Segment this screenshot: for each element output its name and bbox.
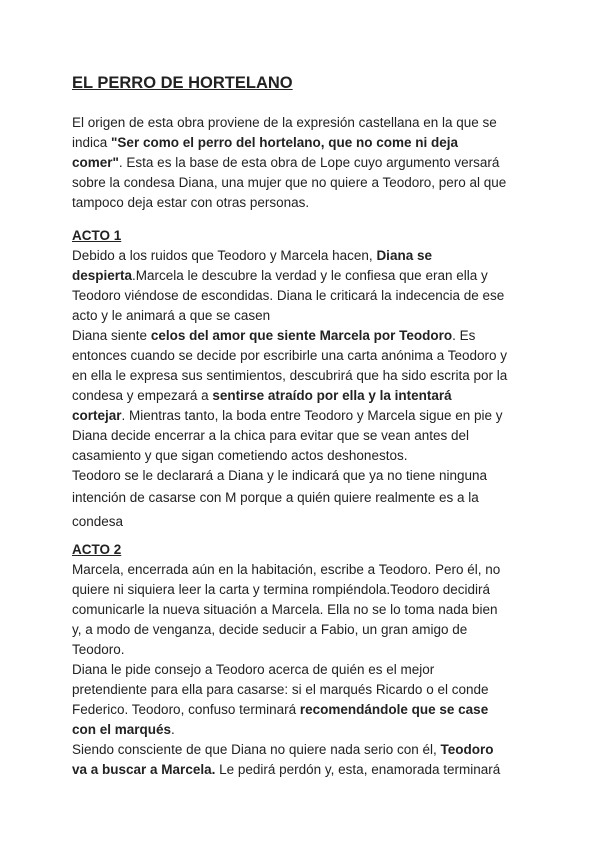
text-line bbox=[72, 446, 542, 466]
text-span: y, a modo de venganza, decide seducir a Fabio, un gran amigo de bbox=[72, 622, 468, 637]
text-line bbox=[72, 640, 542, 660]
text-span: . Mientras tanto, la boda entre Teodoro y Marcela sigue en pie y bbox=[121, 408, 503, 423]
text-line bbox=[72, 246, 542, 266]
document-title: EL PERRO DE HORTELANO bbox=[72, 74, 293, 92]
text-line bbox=[72, 406, 542, 426]
text-span: Federico. Teodoro, confuso terminará bbox=[72, 702, 300, 717]
bold-phrase: Teodoro bbox=[440, 742, 494, 757]
acto1-section bbox=[72, 226, 542, 534]
text-line bbox=[72, 426, 542, 446]
text-line bbox=[72, 306, 542, 326]
text-line bbox=[72, 386, 542, 406]
bold-quote: "Ser como el perro del hortelano, que no come ni deja bbox=[111, 135, 459, 150]
text-span: comunicarle la nueva situación a Marcela. Ella no se lo toma nada bien bbox=[72, 602, 498, 617]
text-span: . Es bbox=[452, 328, 476, 343]
text-line bbox=[72, 193, 542, 213]
text-line bbox=[72, 510, 542, 534]
text-line bbox=[72, 700, 542, 720]
text-span: .Marcela le descubre la verdad y le confiesa que eran ella y bbox=[132, 268, 488, 283]
text-line bbox=[72, 173, 542, 193]
text-span: tampoco deja estar con otras personas. bbox=[72, 195, 310, 210]
text-span: condesa y empezará a bbox=[72, 388, 213, 403]
text-span: condesa bbox=[72, 514, 124, 529]
text-span: Teodoro viéndose de escondidas. Diana le criticará la indecencia de ese bbox=[72, 288, 505, 303]
text-line bbox=[72, 266, 542, 286]
text-line bbox=[72, 600, 542, 620]
text-line bbox=[72, 560, 542, 580]
text-line bbox=[72, 620, 542, 640]
bold-phrase: cortejar bbox=[72, 408, 122, 423]
text-line bbox=[72, 486, 542, 510]
text-span: Diana le pide consejo a Teodoro acerca de quién es el mejor bbox=[72, 662, 435, 677]
bold-phrase: Diana se bbox=[376, 248, 432, 263]
text-line bbox=[72, 760, 542, 780]
acto1-heading: ACTO 1 bbox=[72, 228, 122, 243]
text-line bbox=[72, 740, 542, 760]
text-line bbox=[72, 113, 542, 133]
text-span: quiere ni siquiera leer la carta y termina rompiéndola.Teodoro decidirá bbox=[72, 582, 490, 597]
text-line bbox=[72, 720, 542, 740]
text-span: intención de casarse con M porque a quién quiere realmente es a la bbox=[72, 490, 479, 505]
bold-quote: comer" bbox=[72, 155, 119, 170]
text-span: Le pedirá perdón y, esta, enamorada terminará bbox=[215, 762, 501, 777]
text-line bbox=[72, 346, 542, 366]
text-span: Diana siente bbox=[72, 328, 151, 343]
bold-phrase: va a buscar a Marcela. bbox=[72, 762, 216, 777]
text-line bbox=[72, 660, 542, 680]
text-span: sobre la condesa Diana, una mujer que no quiere a Teodoro, pero al que bbox=[72, 175, 507, 190]
text-span: Siendo consciente de que Diana no quiere nada serio con él, bbox=[72, 742, 441, 757]
acto2-section bbox=[72, 540, 542, 780]
bold-phrase: sentirse atraído por ella y la intentará bbox=[212, 388, 452, 403]
text-line bbox=[72, 286, 542, 306]
text-line bbox=[72, 580, 542, 600]
text-span: casamiento y que sigan cometiendo actos deshonestos. bbox=[72, 448, 408, 463]
text-span: acto y le animará a que se casen bbox=[72, 308, 271, 323]
text-span: . Esta es la base de esta obra de Lope cuyo argumento versará bbox=[118, 155, 500, 170]
text-span: Teodoro. bbox=[72, 642, 125, 657]
text-span: Diana decide encerrar a la chica para evitar que se vean antes del bbox=[72, 428, 469, 443]
text-span: en ella le expresa sus sentimientos, descubrirá que ha sido escrita por la bbox=[72, 368, 508, 383]
bold-phrase: despierta bbox=[72, 268, 133, 283]
text-span: indica bbox=[72, 135, 112, 150]
text-span: El origen de esta obra proviene de la expresión castellana en la que se bbox=[72, 115, 497, 130]
text-span: . bbox=[171, 722, 175, 737]
text-span: Debido a los ruidos que Teodoro y Marcela hacen, bbox=[72, 248, 377, 263]
text-line bbox=[72, 153, 542, 173]
acto2-heading: ACTO 2 bbox=[72, 542, 122, 557]
text-line bbox=[72, 680, 542, 700]
text-span: Marcela, encerrada aún en la habitación, escribe a Teodoro. Pero él, no bbox=[72, 562, 501, 577]
intro-paragraph bbox=[72, 113, 542, 213]
bold-phrase: celos del amor que siente Marcela por Teodoro bbox=[150, 328, 453, 343]
bold-phrase: con el marqués bbox=[72, 722, 172, 737]
text-line bbox=[72, 366, 542, 386]
text-line bbox=[72, 133, 542, 153]
text-line bbox=[72, 466, 542, 486]
text-span: pretendiente para ella para casarse: si el marqués Ricardo o el conde bbox=[72, 682, 489, 697]
bold-phrase: recomendándole que se case bbox=[299, 702, 489, 717]
text-span: Teodoro se le declarará a Diana y le indicará que ya no tiene ninguna bbox=[72, 468, 488, 483]
text-span: entonces cuando se decide por escribirle una carta anónima a Teodoro y bbox=[72, 348, 508, 363]
text-line bbox=[72, 326, 542, 346]
